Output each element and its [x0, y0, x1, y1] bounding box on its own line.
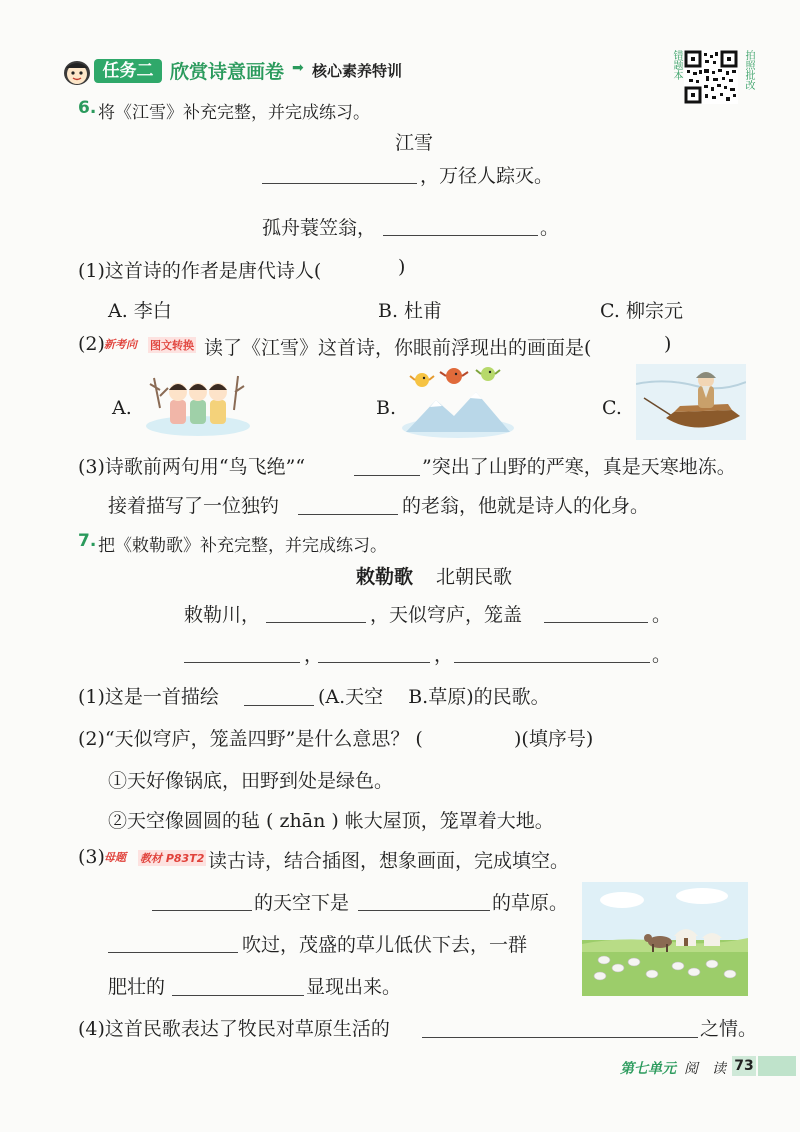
- arrow-icon: ➡: [292, 60, 304, 76]
- q7-p2-option-2[interactable]: ②天空像圆圆的毡 ( zhān ) 帐大屋顶，笼罩着大地。: [108, 810, 554, 832]
- q7-p4-blank[interactable]: [422, 1037, 698, 1038]
- q7-p3-fill1-b: 的天空下是: [254, 892, 350, 914]
- q7-p3-blank-3[interactable]: [108, 952, 238, 953]
- q7-poem-author: 北朝民歌: [436, 566, 513, 588]
- header-bar: [60, 56, 420, 86]
- q7-p3-fill1-c: 的草原。: [492, 892, 569, 914]
- q6-p2-text: 读了《江雪》这首诗，你眼前浮现出的画面是(: [204, 337, 592, 359]
- qr-left-label: 错题本: [671, 50, 682, 80]
- q6-poem-line2-head: 孤舟蓑笠翁，: [262, 217, 377, 239]
- q7-p3-tag-textbook: 教材 P83T2: [140, 852, 205, 865]
- q7-p2-answer-slot[interactable]: [470, 724, 514, 748]
- header-subtitle: 核心素养特训: [312, 62, 403, 80]
- q6-option-a[interactable]: A. 李白: [108, 300, 172, 322]
- q6-p1-answer-slot[interactable]: [350, 256, 396, 280]
- q7-poem-title: 敕勒歌: [356, 566, 414, 588]
- q7-p3-fill3-b: 显现出来。: [306, 976, 402, 998]
- q6-p2-tag-new: 新考向: [104, 338, 137, 351]
- q6-p3-blank-1[interactable]: [354, 475, 420, 476]
- q7-p3-blank-1[interactable]: [152, 910, 252, 911]
- q6-number: 6.: [78, 98, 97, 118]
- q7-p3-fill2-b: 吹过，茂盛的草儿低伏下去，一群: [242, 934, 528, 956]
- q6-pic-a-label: A.: [112, 397, 132, 419]
- q6-picture-b[interactable]: [402, 362, 514, 438]
- q7-line2-blank-2[interactable]: [318, 662, 430, 663]
- q7-p2-text-a: (2)“天似穹庐，笼盖四野”是什么意思？ (: [78, 728, 423, 750]
- q7-p4-text-a: (4)这首民歌表达了牧民对草原生活的: [78, 1018, 390, 1040]
- q7-p2-option-1[interactable]: ①天好像锅底，田野到处是绿色。: [108, 770, 394, 792]
- q7-grassland-illustration: [582, 882, 748, 996]
- q6-p3-text-c: 接着描写了一位独钓: [108, 495, 280, 517]
- mascot-icon: [60, 56, 94, 86]
- q7-line1-blank-2[interactable]: [544, 622, 648, 623]
- q6-p3-text-b: ”突出了山野的严寒，真是天寒地冻。: [422, 456, 736, 478]
- q7-p2-text-b: )(填序号): [514, 728, 594, 750]
- q6-poem-line2-tail: 。: [540, 217, 560, 239]
- q6-p3-text-d: 的老翁，他就是诗人的化身。: [402, 495, 650, 517]
- task-badge: 任务二: [94, 59, 162, 83]
- q7-p4-text-b: 之情。: [700, 1018, 758, 1040]
- q6-blank-line2[interactable]: [383, 235, 538, 236]
- q6-poem-title: 江雪: [395, 132, 434, 154]
- q7-line2-blank-1[interactable]: [184, 662, 300, 663]
- footer-section: 阅 读: [684, 1061, 726, 1077]
- q6-pic-b-label: B.: [376, 397, 397, 419]
- q6-poem-line1-tail: ，万径人踪灭。: [420, 165, 554, 187]
- footer-unit: 第七单元: [620, 1061, 676, 1077]
- q7-title: 把《敕勒歌》补充完整，并完成练习。: [98, 536, 387, 556]
- q7-p3-text: 读古诗，结合插图，想象画面，完成填空。: [208, 850, 570, 872]
- qr-code-icon[interactable]: [684, 50, 738, 104]
- q7-line2-comma-2: ，: [434, 644, 454, 666]
- page-number: 73: [732, 1056, 756, 1076]
- q7-line1-blank-1[interactable]: [266, 622, 366, 623]
- q7-line2-blank-3[interactable]: [454, 662, 650, 663]
- q7-p3-fill3-a: 肥壮的: [108, 976, 166, 998]
- q7-p1-text-a: (1)这是一首描绘: [78, 686, 219, 708]
- q6-title: 将《江雪》补充完整，并完成练习。: [98, 103, 370, 123]
- q7-line1-c: 。: [652, 604, 672, 626]
- header-title: 欣赏诗意画卷: [170, 61, 285, 83]
- footer-stripe: [758, 1056, 796, 1076]
- q7-p3-blank-2[interactable]: [358, 910, 490, 911]
- q7-p3-blank-4[interactable]: [172, 995, 304, 996]
- q6-picture-a[interactable]: [146, 368, 250, 436]
- q6-picture-c[interactable]: [636, 364, 746, 440]
- q6-pic-c-label: C.: [602, 397, 622, 419]
- q7-line1-a: 敕勒川，: [184, 604, 261, 626]
- q6-p2-close: ): [664, 333, 672, 355]
- q6-option-c[interactable]: C. 柳宗元: [600, 300, 683, 322]
- q7-p1-blank[interactable]: [244, 705, 314, 706]
- q7-number: 7.: [78, 531, 97, 551]
- q6-blank-line1[interactable]: [262, 183, 417, 184]
- qr-right-label: 拍照批改: [743, 50, 754, 90]
- q7-line1-b: ，天似穹庐，笼盖: [370, 604, 523, 626]
- q7-line2-comma-1: ，: [304, 644, 324, 666]
- q6-p3-text-a: (3)诗歌前两句用“鸟飞绝”“: [78, 456, 306, 478]
- q6-p1-text: (1)这首诗的作者是唐代诗人(: [78, 260, 322, 282]
- q7-p1-text-b: (A.天空 B.草原)的民歌。: [318, 686, 550, 708]
- q6-p2-tag-convert: 图文转换: [150, 339, 194, 352]
- q7-p3-prefix: (3): [78, 846, 105, 868]
- q6-p1-close: ): [398, 256, 406, 278]
- q7-line2-end: 。: [652, 644, 672, 666]
- q6-p2-prefix: (2): [78, 333, 105, 355]
- q7-p3-tag-mother: 母题: [104, 851, 126, 864]
- q6-p3-blank-2[interactable]: [298, 514, 398, 515]
- q6-option-b[interactable]: B. 杜甫: [378, 300, 443, 322]
